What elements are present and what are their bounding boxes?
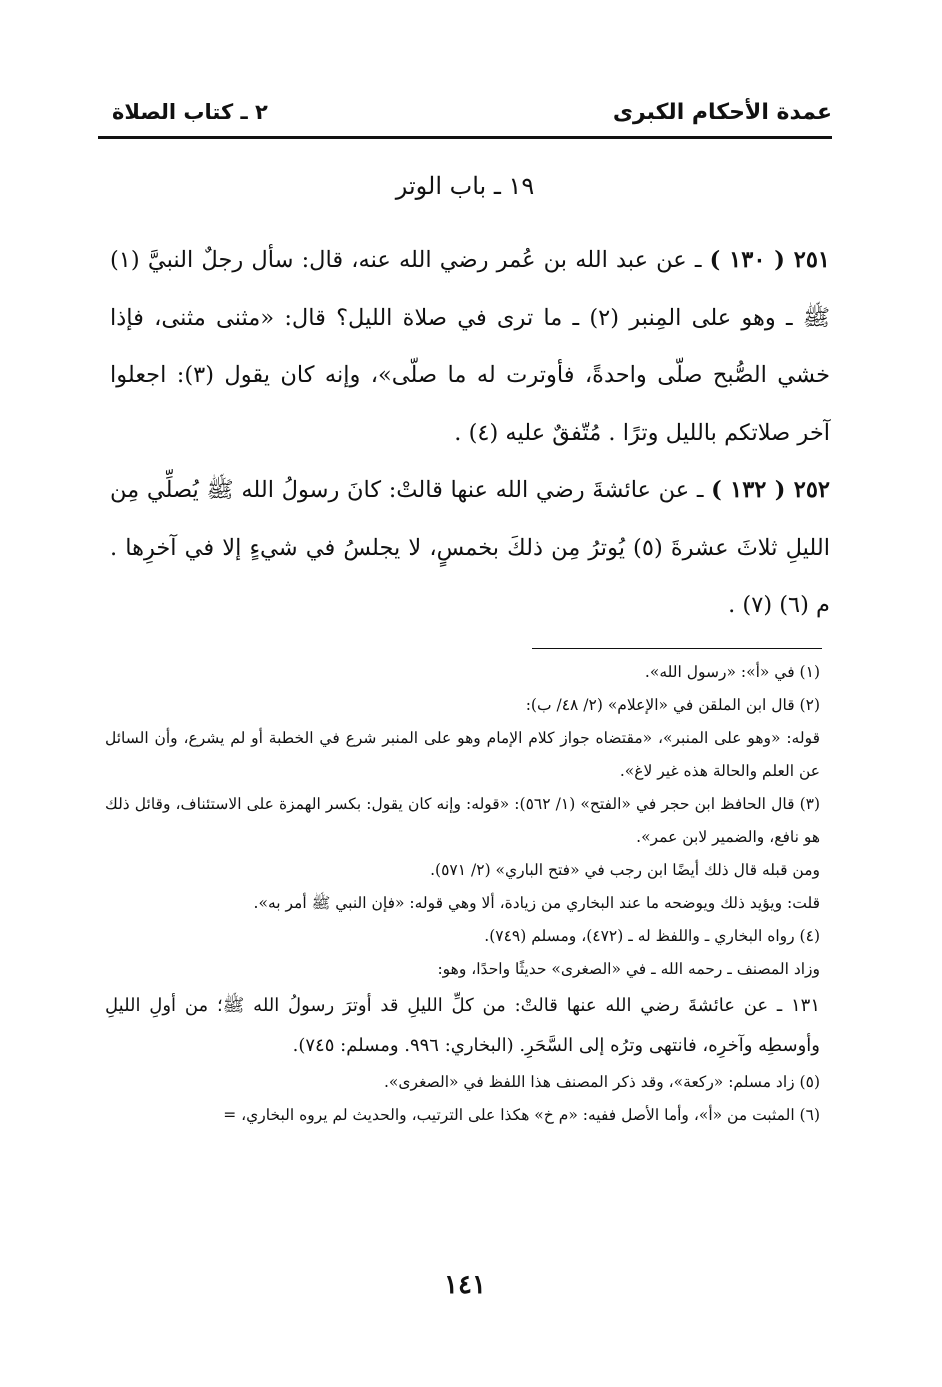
footnote: قوله: «وهو على المنبر»، «مقتضاه جواز كلام الإمام وهو على المنبر شرع في الخطبة أو لم يشرع، وأن السائل عن العلم والحالة هذه غير لاغ».: [105, 729, 820, 780]
footnote: (٢) قال ابن الملقن في «الإعلام» (٢/ ٤٨/ ب):: [525, 696, 820, 714]
hadith-paragraph: [110, 232, 830, 462]
main-text: [110, 232, 830, 635]
footnotes: [105, 656, 820, 1132]
footnote: (٤) رواه البخاري ـ واللفظ له ـ (٤٧٢)، ومسلم (٧٤٩).: [484, 927, 820, 945]
footnote-hadith: ١٣١ ـ عن عائشةَ رضي الله عنها قالتْ: من كلِّ الليلِ قد أوترَ رسولُ الله ﷺ؛ من أولِ الليلِ وأوسطِه وآخرِه، فانتهى وترُه إلى السَّحَرِ. (البخاري: ٩٩٦. ومسلم: ٧٤٥).: [105, 995, 820, 1056]
footnote: (١) في «أ»: «رسول الله».: [644, 663, 820, 681]
footnote-divider: [532, 648, 822, 649]
running-header: [98, 96, 832, 132]
hadith-text: ـ عن عبد الله بن عُمر رضي الله عنه، قال: سأل رجلٌ النبيَّ (١) ﷺ ـ وهو على المِنبر (٢) ـ ما ترى في صلاة الليل؟ قال: «مثنى مثنى، فإذا خشي الصُّبح صلّى واحدةً، فأوترت له ما صلّى»، وإنه كان يقول (٣): اجعلوا آخر صلاتكم بالليل وترًا . مُتّفقٌ عليه (٤) .: [110, 247, 830, 446]
hadith-text: ـ عن عائشةَ رضي الله عنها قالتْ: كانَ رسولُ الله ﷺ يُصلِّي مِن الليلِ ثلاثَ عشرةَ (٥) يُوترُ مِن ذلكَ بخمسٍ، لا يجلسُ في شيءٍ إلا في آخرِها . م (٦) (٧) .: [110, 477, 830, 618]
footnote: (٦) المثبت من «أ»، وأما الأصل ففيه: «م خ» هكذا على الترتيب، والحديث لم يروه البخاري، =: [223, 1106, 820, 1124]
footnote: وزاد المصنف ـ رحمه الله ـ في «الصغرى» حديثًا واحدًا، وهو:: [437, 960, 820, 978]
chapter-title: ١٩ ـ باب الوتر: [395, 172, 535, 200]
footnote: (٥) زاد مسلم: «ركعة»، وقد ذكر المصنف هذا اللفظ في «الصغرى».: [383, 1073, 820, 1091]
footnote: قلت: ويؤيد ذلك ويوضحه ما عند البخاري من زيادة، ألا وهي قوله: «فإن النبي ﷺ أمر به».: [253, 894, 820, 912]
footnote: (٣) قال الحافظ ابن حجر في «الفتح» (١/ ٥٦٢): «قوله: وإنه كان يقول: بكسر الهمزة على الاستئناف، وقائل ذلك هو نافع، والضمير لابن عمر».: [105, 795, 821, 846]
footnote: ومن قبله قال ذلك أيضًا ابن رجب في «فتح الباري» (٢/ ٥٧١).: [430, 861, 820, 879]
hadith-number: ٢٥٢ ( ١٣٢ ): [711, 477, 831, 503]
header-divider: [98, 136, 832, 139]
hadith-number: ٢٥١ ( ١٣٠ ): [709, 247, 831, 273]
hadith-paragraph: [110, 462, 830, 635]
section-title: ٢ ـ كتاب الصلاة: [112, 100, 268, 124]
page-number: ١٤١: [444, 1270, 486, 1300]
book-title: عمدة الأحكام الكبرى: [612, 100, 832, 125]
